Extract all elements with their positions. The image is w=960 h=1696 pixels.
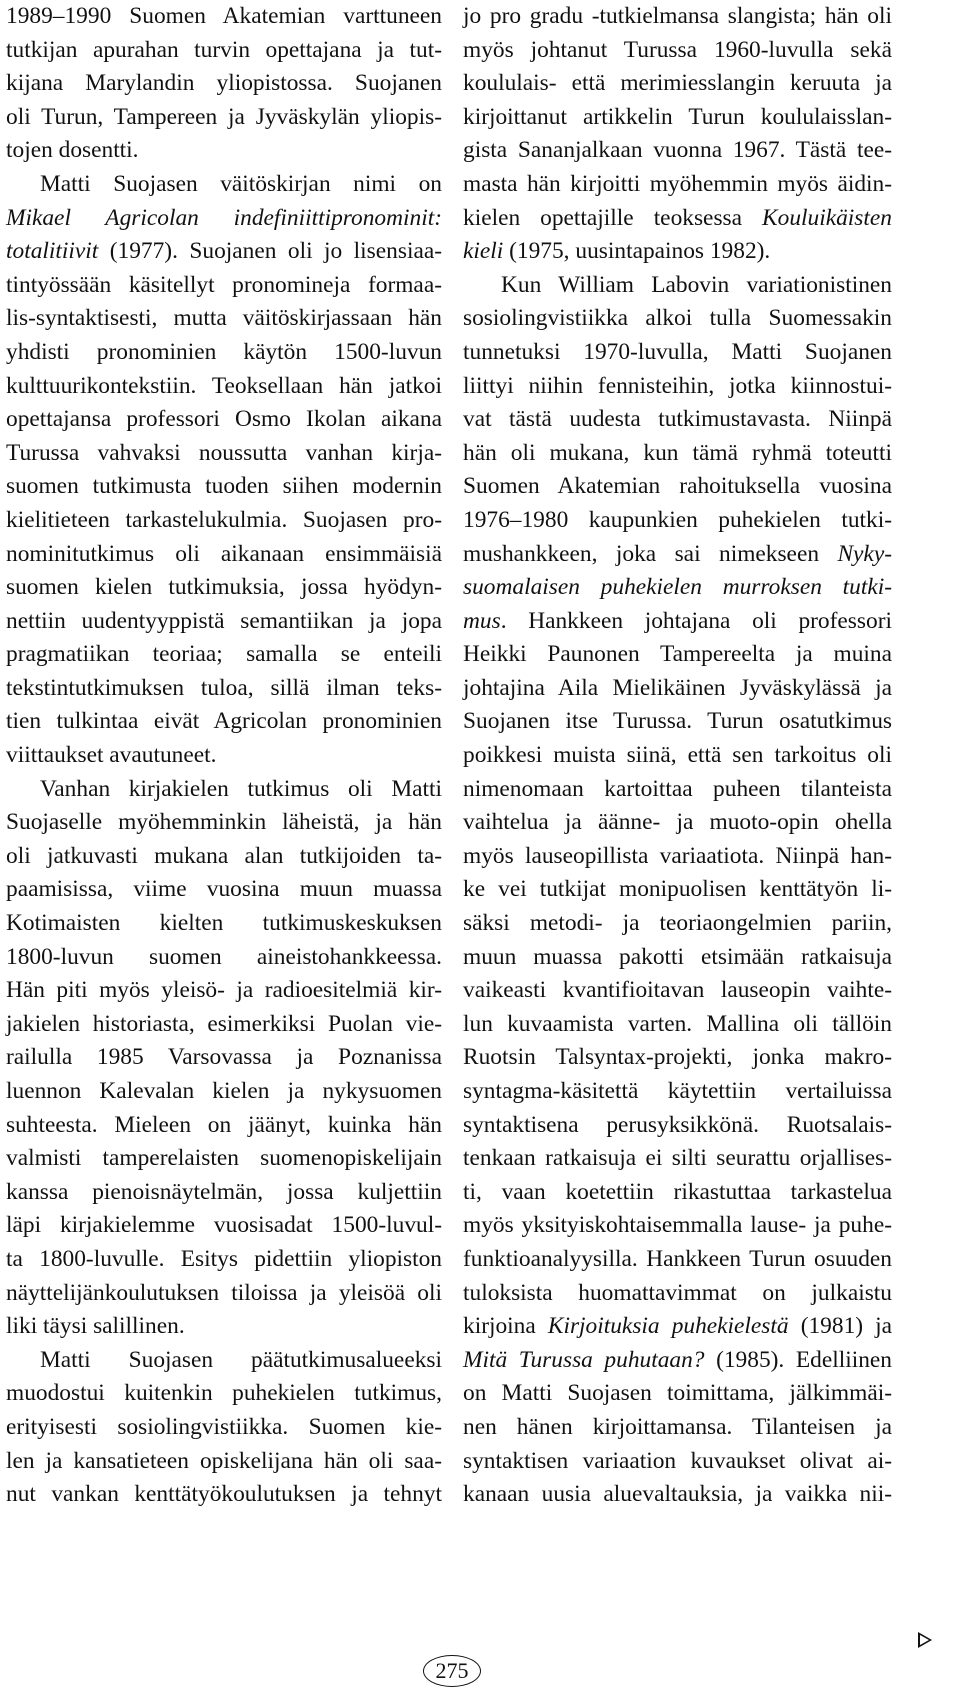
text-segment: nimenomaan kartoittaa puheen tilanteista xyxy=(463,775,892,802)
text-segment: (1985). Edelliinen xyxy=(704,1346,892,1373)
text-segment: tien tulkintaa eivät Agricolan pronominien xyxy=(6,708,442,735)
text-segment: kulttuurikontekstiin. Teoksellaan hän jatkoi xyxy=(6,372,442,399)
text-line xyxy=(463,504,892,538)
text-segment: oli Turun, Tampereen ja Jyväskylän yliopis- xyxy=(6,103,442,130)
text-line xyxy=(6,739,442,773)
text-segment: myös yksityiskohtaisemmalla lause- ja puhe- xyxy=(463,1212,892,1239)
text-segment: ke vei tutkijat monipuolisen kenttätyön li- xyxy=(463,876,892,903)
text-segment: syntagma-käsitettä käytettiin vertailuissa xyxy=(463,1078,892,1104)
text-line xyxy=(463,1041,892,1075)
text-segment: (1981) ja xyxy=(788,1313,893,1340)
text-line xyxy=(6,806,442,840)
text-segment: lis-syntaktisesti, mutta väitöskirjassaan hän xyxy=(6,305,442,332)
text-segment: Turussa vahvaksi noussutta vanhan kirja- xyxy=(6,439,442,466)
text-line xyxy=(6,1344,442,1378)
text-line xyxy=(463,907,892,941)
text-line xyxy=(6,1445,442,1479)
text-segment: jo pro gradu -tutkielmansa slangista; hän oli xyxy=(463,3,892,29)
text-segment: koululais- että merimiesslangin keruuta ja xyxy=(463,70,892,97)
text-segment: gista Sananjalkaan vuonna 1967. Tästä tee- xyxy=(463,137,892,164)
text-line xyxy=(463,1209,892,1243)
text-line xyxy=(6,134,442,168)
text-line xyxy=(463,34,892,68)
text-segment: hän oli mukana, kun tämä ryhmä toteutti xyxy=(463,439,892,466)
text-line xyxy=(6,538,442,572)
text-segment: nen hänen kirjoittamansa. Tilanteisen ja xyxy=(463,1413,892,1440)
right-text-column xyxy=(463,0,892,1512)
text-segment: nominitutkimus oli aikanaan ensimmäisiä xyxy=(6,540,442,567)
text-line xyxy=(6,1176,442,1210)
text-segment: len ja kansatieteen opiskelijana hän oli saa- xyxy=(6,1447,442,1474)
text-segment: oli jatkuvasti mukana alan tutkijoiden ta- xyxy=(6,842,442,869)
text-line xyxy=(463,873,892,907)
text-line xyxy=(6,1109,442,1143)
text-line xyxy=(463,134,892,168)
text-line xyxy=(463,1075,892,1109)
text-line xyxy=(6,34,442,68)
text-segment: säksi metodi- ja teoriaongelmien pariin, xyxy=(463,910,892,937)
text-segment: Heikki Paunonen Tampereelta ja muina xyxy=(463,641,892,668)
text-line xyxy=(463,1008,892,1042)
text-line xyxy=(6,571,442,605)
text-line xyxy=(6,1243,442,1277)
text-segment: tenkaan ratkaisuja ei silti seurattu orjallises- xyxy=(463,1145,892,1172)
text-segment: railulla 1985 Varsovassa ja Poznanissa xyxy=(6,1044,442,1071)
text-segment: lun kuvaamista varten. Mallina oli tällöin xyxy=(463,1010,892,1037)
text-segment: Suomen Akatemian rahoituksella vuosina xyxy=(463,473,892,500)
text-segment: 1989–1990 Suomen Akatemian varttuneen xyxy=(6,3,442,29)
text-segment: . Hankkeen johtajana oli professori xyxy=(500,607,892,634)
text-line xyxy=(463,101,892,135)
text-segment: syntaktisen variaation kuvaukset olivat ai- xyxy=(463,1447,892,1474)
text-segment: kielen opettajille teoksessa xyxy=(463,204,763,231)
text-segment: syntaktisena perusyksikkönä. Ruotsalais- xyxy=(463,1111,892,1138)
text-line xyxy=(463,269,892,303)
text-line xyxy=(463,1445,892,1479)
text-line xyxy=(6,403,442,437)
text-line xyxy=(463,1176,892,1210)
text-segment: vat tästä uudesta tutkimustavasta. Niinpä xyxy=(463,406,892,433)
text-line xyxy=(6,1411,442,1445)
text-line xyxy=(463,672,892,706)
text-line xyxy=(463,806,892,840)
text-line xyxy=(6,1008,442,1042)
text-line xyxy=(463,538,892,572)
text-segment: mushankkeen, joka sai nimekseen xyxy=(463,540,838,567)
text-segment: ta 1800-luvulle. Esitys pidettiin yliopiston xyxy=(6,1245,442,1272)
italic-text: kieli xyxy=(463,238,504,265)
text-line xyxy=(6,705,442,739)
text-segment: tuloksista huomattavimmat on julkaistu xyxy=(463,1279,892,1306)
text-segment: läpi kirjakielemme vuosisadat 1500-luvul- xyxy=(6,1212,442,1239)
text-line xyxy=(6,1277,442,1311)
text-line xyxy=(463,638,892,672)
text-segment: kijana Marylandin yliopistossa. Suojanen xyxy=(6,70,442,97)
text-segment: on Matti Suojasen toimittama, jälkimmäi- xyxy=(463,1380,892,1407)
text-segment: Matti Suojasen väitöskirjan nimi on xyxy=(40,170,442,197)
text-line xyxy=(463,370,892,404)
text-segment: vaihtelua ja äänne- ja muoto-opin ohella xyxy=(463,809,892,836)
text-line xyxy=(6,1478,442,1512)
text-line xyxy=(463,235,892,269)
text-segment: johtajina Aila Mielikäinen Jyväskylässä ja xyxy=(463,674,892,701)
text-line xyxy=(463,1243,892,1277)
text-line xyxy=(463,605,892,639)
text-line xyxy=(463,67,892,101)
text-line xyxy=(463,974,892,1008)
text-line xyxy=(6,470,442,504)
text-segment: myös lauseopillista variaatiota. Niinpä han- xyxy=(463,842,892,869)
text-segment: masta hän kirjoitti myöhemmin myös äidin- xyxy=(463,170,892,197)
text-line xyxy=(6,202,442,236)
text-segment: (1975, uusintapainos 1982). xyxy=(503,238,771,265)
text-line xyxy=(463,941,892,975)
text-line xyxy=(6,0,442,34)
text-line xyxy=(463,470,892,504)
text-line xyxy=(463,705,892,739)
text-segment: kanssa pienoisnäytelmän, jossa kuljettiin xyxy=(6,1178,442,1205)
text-line xyxy=(6,235,442,269)
text-segment: erityisesti sosiolingvistiikka. Suomen kie- xyxy=(6,1413,442,1440)
text-line xyxy=(6,1075,442,1109)
text-line xyxy=(6,1142,442,1176)
text-segment: Matti Suojasen päätutkimusalueeksi xyxy=(40,1346,442,1373)
text-segment: suomen kielen tutkimuksia, jossa hyödyn- xyxy=(6,574,442,601)
text-line xyxy=(463,840,892,874)
text-segment: Suojanen itse Turussa. Turun osatutkimus xyxy=(463,708,892,735)
italic-text: Kouluikäisten xyxy=(762,204,892,231)
text-segment: tojen dosentti. xyxy=(6,137,139,164)
text-segment: valmisti tamperelaisten suomenopiskelijain xyxy=(6,1145,442,1172)
text-segment: liittyi niihin fennisteihin, jotka kiinnostui- xyxy=(463,372,892,399)
text-line xyxy=(463,773,892,807)
text-line xyxy=(463,1377,892,1411)
text-segment: myös johtanut Turussa 1960-luvulla sekä xyxy=(463,36,892,63)
text-line xyxy=(463,1344,892,1378)
text-segment: sosiolingvistiikka alkoi tulla Suomessakin xyxy=(463,305,892,332)
text-line xyxy=(6,605,442,639)
text-line xyxy=(6,504,442,538)
text-line xyxy=(6,1209,442,1243)
left-text-column xyxy=(6,0,442,1512)
continue-arrow-icon xyxy=(918,1632,932,1648)
text-segment: kanaan uusia aluevaltauksia, ja vaikka nii- xyxy=(463,1481,892,1508)
text-segment: funktioanalyysilla. Hankkeen Turun osuuden xyxy=(463,1245,892,1272)
text-segment: suomen tutkimusta tuoden siihen modernin xyxy=(6,473,442,500)
text-segment: tekstintutkimuksen tuloa, sillä ilman teks- xyxy=(6,674,442,701)
text-line xyxy=(6,907,442,941)
text-line xyxy=(463,168,892,202)
text-segment: yhdisti pronominien käytön 1500-luvun xyxy=(6,338,442,365)
text-segment: nettiin uudentyyppistä semantiikan ja jopa xyxy=(6,607,442,634)
text-segment: vaikeasti kvantifioitavan lauseopin vaihte- xyxy=(463,977,892,1004)
text-line xyxy=(6,168,442,202)
text-line xyxy=(6,67,442,101)
text-line xyxy=(6,941,442,975)
text-line xyxy=(6,638,442,672)
text-segment: näyttelijänkoulutuksen tiloissa ja yleisöä oli xyxy=(6,1279,442,1306)
text-segment: luennon Kalevalan kielen ja nykysuomen xyxy=(6,1078,442,1104)
text-line xyxy=(463,437,892,471)
italic-text: Nyky- xyxy=(837,540,892,567)
text-line xyxy=(6,101,442,135)
text-segment: kirjoittanut artikkelin Turun koululaisslan- xyxy=(463,103,892,130)
text-line xyxy=(6,1041,442,1075)
text-segment: paamisissa, viime vuosina muun muassa xyxy=(6,876,442,903)
text-segment: pragmatiikan teoriaa; samalla se enteili xyxy=(6,641,442,668)
text-segment: Vanhan kirjakielen tutkimus oli Matti xyxy=(40,775,442,802)
text-line xyxy=(463,202,892,236)
italic-text: suomalaisen puhekielen murroksen tutki- xyxy=(463,574,892,601)
text-segment: 1976–1980 kaupunkien puhekielen tutki- xyxy=(463,506,892,533)
text-line xyxy=(463,571,892,605)
text-line xyxy=(6,1377,442,1411)
italic-text: Kirjoituksia puhekielestä xyxy=(547,1313,789,1340)
text-line xyxy=(6,773,442,807)
text-segment: Suojaselle myöhemminkin läheistä, ja hän xyxy=(6,809,442,836)
italic-text: Mikael Agricolan indefiniittipronominit: xyxy=(6,204,442,231)
text-segment: 1800-luvun suomen aineistohankkeessa. xyxy=(6,943,442,970)
text-line xyxy=(6,269,442,303)
text-line xyxy=(463,1478,892,1512)
text-line xyxy=(6,1310,442,1344)
text-line xyxy=(6,302,442,336)
page-number: 275 xyxy=(423,1655,481,1687)
text-segment: tintyössään käsitellyt pronomineja formaa- xyxy=(6,271,442,298)
text-segment: viittaukset avautuneet. xyxy=(6,742,217,769)
text-segment: Kun William Labovin variationistinen xyxy=(501,271,892,298)
text-segment: muodostui kuitenkin puhekielen tutkimus, xyxy=(6,1380,442,1407)
text-segment: ti, vaan koetettiin rikastuttaa tarkastelua xyxy=(463,1178,892,1205)
text-segment: opettajansa professori Osmo Ikolan aikana xyxy=(6,406,442,433)
text-line xyxy=(463,1109,892,1143)
text-line xyxy=(6,336,442,370)
text-line xyxy=(6,873,442,907)
text-line xyxy=(463,336,892,370)
text-line xyxy=(463,1411,892,1445)
text-line xyxy=(463,1277,892,1311)
text-line xyxy=(463,1310,892,1344)
text-segment: suhteesta. Mieleen on jäänyt, kuinka hän xyxy=(6,1111,442,1138)
text-line xyxy=(463,302,892,336)
text-segment: (1977). Suojanen oli jo lisensiaa- xyxy=(98,238,442,265)
italic-text: totalitiivit xyxy=(6,238,99,265)
text-segment: jakielen historiasta, esimerkiksi Puolan vie- xyxy=(6,1010,442,1037)
text-line xyxy=(6,437,442,471)
text-segment: Kotimaisten kielten tutkimuskeskuksen xyxy=(6,910,442,937)
text-line xyxy=(463,403,892,437)
text-segment: kielitieteen tarkastelukulmia. Suojasen pro- xyxy=(6,506,442,533)
text-line xyxy=(463,0,892,34)
text-segment: tunnetuksi 1970-luvulla, Matti Suojanen xyxy=(463,338,892,365)
text-segment: kirjoina xyxy=(463,1313,548,1340)
text-segment: tutkijan apurahan turvin opettajana ja tut- xyxy=(6,36,442,63)
text-line xyxy=(6,370,442,404)
text-segment: muun muassa pakotti etsimään ratkaisuja xyxy=(463,943,892,970)
italic-text: Mitä Turussa puhutaan? xyxy=(463,1346,705,1373)
text-line xyxy=(6,672,442,706)
text-line xyxy=(463,739,892,773)
text-line xyxy=(6,974,442,1008)
italic-text: mus xyxy=(463,607,501,634)
text-line xyxy=(6,840,442,874)
text-segment: poikkesi muista siinä, että sen tarkoitus oli xyxy=(463,742,892,769)
text-segment: liki täysi salillinen. xyxy=(6,1313,185,1340)
text-segment: Hän piti myös yleisö- ja radioesitelmiä kir- xyxy=(6,977,442,1004)
text-segment: nut vankan kenttätyökoulutuksen ja tehnyt xyxy=(6,1481,442,1508)
text-line xyxy=(463,1142,892,1176)
text-segment: Ruotsin Talsyntax-projekti, jonka makro- xyxy=(463,1044,892,1071)
